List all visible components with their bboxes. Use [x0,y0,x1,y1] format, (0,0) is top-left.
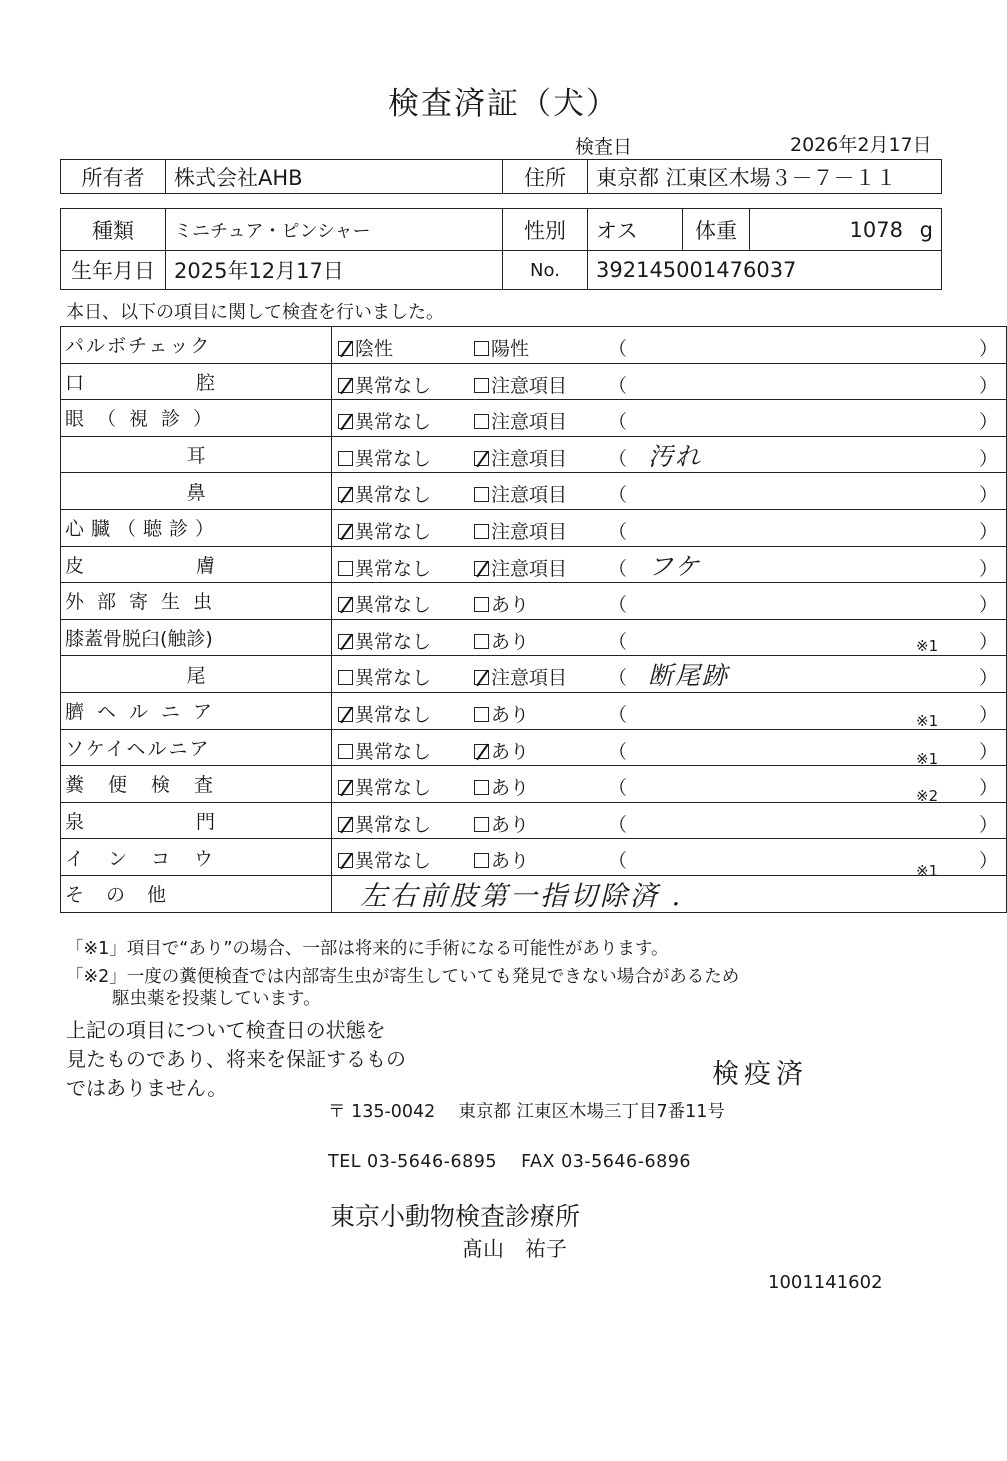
item-label-text: 耳 [186,445,206,468]
option-2-label: あり [491,630,530,653]
inspection-item-label [61,656,332,693]
option-2-label: 陽性 [491,338,530,360]
checkbox-icon[interactable] [338,414,353,429]
option-2[interactable] [474,810,529,837]
paren-close: ） [978,777,998,800]
checkbox-icon[interactable] [338,561,353,576]
option-1-label: 異常なし [355,374,432,397]
inspection-row [61,473,1007,510]
footnote-1: 「※1」項目で“あり”の場合、一部は将来的に手術になる可能性があります。 [66,939,669,959]
paren-open: （ [608,374,628,397]
handwritten-note: フケ [648,551,702,581]
handwritten-note: 断尾跡 [648,661,730,691]
inspection-row [61,802,1007,839]
option-1-label: 異常なし [355,667,432,690]
statement-line: ではありません。 [66,1076,228,1100]
quarantine-stamp: 検疫済 [712,1059,808,1090]
option-1[interactable] [338,480,431,507]
paren-close: ） [978,447,998,470]
inspection-item-result [332,766,1007,806]
checkbox-icon[interactable] [474,561,489,576]
inspection-row [61,692,1007,729]
no-value: 392145001476037 [588,251,942,290]
clinic-phone-fax: TEL 03-5646-6895 FAX 03-5646-6896 [328,1152,692,1172]
paren-close: ） [978,740,998,763]
option-2[interactable] [474,334,529,361]
dob-value: 2025年12月17日 [166,251,503,290]
paren-close: ） [978,850,998,873]
option-1-label: 異常なし [355,447,432,470]
item-label-text: 皮膚 [65,554,328,577]
other-label: その他 [61,875,332,912]
paren-close: ） [978,667,998,690]
item-label-text: 口腔 [65,371,328,394]
inspection-item-label [61,546,332,583]
handwritten-note: 汚れ [648,441,703,471]
row-footnote-mark: ※1 [916,862,939,881]
inspection-item-result [332,436,1007,473]
inspection-item-result [332,729,1007,766]
paren-close: ） [978,630,998,653]
row-footnote-mark: ※2 [916,787,939,806]
sex-value: オス [588,209,683,251]
option-1-label: 異常なし [355,703,432,726]
inspection-item-label [61,363,332,400]
checkbox-icon[interactable] [474,487,489,502]
option-2[interactable] [474,444,567,471]
checkbox-icon[interactable] [338,341,353,356]
option-1[interactable] [338,554,431,581]
inspection-row [61,729,1007,766]
inspection-item-result [332,692,1007,729]
checkbox-icon[interactable] [474,378,489,393]
inspection-row [61,363,1007,400]
other-body [332,875,1007,912]
inspection-item-label [61,692,332,729]
option-1-label: 異常なし [355,850,432,873]
owner-value: 株式会社AHB [166,160,503,194]
paren-open: （ [608,703,628,726]
paren-close: ） [978,484,998,507]
option-1-label: 異常なし [355,740,432,763]
inspection-row [61,546,1007,583]
inspection-item-label [61,473,332,510]
clinic-address: 〒 135-0042 東京都 江東区木場三丁目7番11号 [328,1102,725,1122]
checkbox-icon[interactable] [338,817,353,832]
option-2-label: 注意項目 [491,557,568,580]
option-1-label: 異常なし [355,484,432,507]
option-2[interactable] [474,517,567,544]
option-2-label: あり [491,850,530,873]
option-2-label: 注意項目 [491,667,568,690]
weight-unit: g [919,217,933,242]
item-label-text: インコウ [65,847,238,870]
option-1-label: 陰性 [355,338,394,360]
checkbox-icon[interactable] [474,817,489,832]
item-label-text: 糞便検査 [65,774,238,797]
paren-open: （ [608,557,628,580]
checkbox-icon[interactable] [474,597,489,612]
checkbox-icon[interactable] [474,341,489,356]
row-footnote-mark: ※1 [916,636,939,655]
item-label-text: 臍ヘルニア [65,701,226,724]
paren-close: ） [978,411,998,434]
option-1-label: 異常なし [355,557,432,580]
inspection-row [61,509,1007,546]
inspection-item-label [61,436,332,473]
checkbox-icon[interactable] [338,780,353,795]
option-2[interactable] [474,480,567,507]
intro-text: 本日、以下の項目に関して検査を行いました。 [66,302,444,323]
option-1-label: 異常なし [355,520,432,543]
inspection-item-label [61,327,332,364]
clinic-name: 東京小動物検査診療所 [330,1202,581,1231]
option-1[interactable] [338,846,431,873]
checkbox-icon[interactable] [338,597,353,612]
inspection-item-label [61,509,332,546]
exam-date-label: 検査日 [575,136,633,158]
checkbox-icon[interactable] [338,853,353,868]
paren-open: （ [608,447,628,470]
inspection-item-label [61,839,332,876]
inspection-item-result [332,400,1007,437]
option-2[interactable] [474,846,529,873]
inspection-item-label [61,729,332,766]
no-label: No. [503,251,588,290]
option-1-label: 異常なし [355,594,432,617]
breed-label: 種類 [61,209,166,251]
option-2[interactable] [474,554,567,581]
checkbox-icon[interactable] [338,707,353,722]
checkbox-icon[interactable] [338,524,353,539]
item-label-text: 泉門 [65,811,328,834]
option-1[interactable] [338,590,431,617]
inspection-item-result [332,327,1007,364]
inspection-item-result [332,363,1007,400]
serial-number: 1001141602 [768,1272,883,1293]
dob-label: 生年月日 [61,251,166,290]
option-2[interactable] [474,773,529,800]
row-footnote-mark: ※1 [916,749,939,768]
paren-close: ） [978,520,998,543]
weight-value: 1078 [849,217,903,242]
option-2[interactable] [474,737,529,764]
doctor-name: 髙山 祐子 [462,1237,567,1261]
inspection-item-result [332,473,1007,510]
option-1-label: 異常なし [355,777,432,800]
paren-open: （ [608,813,628,836]
inspection-item-label [61,766,332,803]
paren-open: （ [608,777,628,800]
option-1[interactable] [338,627,431,654]
paren-open: （ [608,520,628,543]
item-label-text: 眼（視診） [65,408,226,431]
inspection-item-label [61,400,332,437]
checkbox-icon[interactable] [474,780,489,795]
checkbox-icon[interactable] [474,634,489,649]
option-1[interactable] [338,663,431,690]
checkbox-icon[interactable] [474,414,489,429]
statement-line: 見たものであり、将来を保証するもの [66,1047,406,1071]
option-1[interactable] [338,371,431,398]
paren-open: （ [608,594,628,617]
statement-line: 上記の項目について検査日の状態を [66,1018,386,1042]
paren-open: （ [608,630,628,653]
paren-close: ） [978,557,998,580]
sex-label: 性別 [503,209,588,251]
address-label: 住所 [503,160,588,194]
paren-open: （ [608,667,628,690]
checkbox-icon[interactable] [474,451,489,466]
inspection-item-label [61,802,332,839]
item-label-text: 膝蓋骨脱臼(触診) [65,628,213,651]
option-1[interactable] [338,444,431,471]
option-2-label: あり [491,740,530,763]
option-2-label: 注意項目 [491,374,568,397]
option-1-label: 異常なし [355,411,432,434]
inspection-item-result [332,509,1007,546]
breed-value: ミニチュア・ピンシャー [166,209,503,251]
paren-open: （ [608,740,628,763]
checkbox-icon[interactable] [338,744,353,759]
document-title: 検査済証（犬） [388,86,619,122]
weight-cell [750,209,942,251]
row-footnote-mark: ※1 [916,712,939,730]
exam-date-value: 2026年2月17日 [790,134,932,156]
item-label-text: 鼻 [186,481,206,504]
checkbox-icon[interactable] [338,378,353,393]
checkbox-icon[interactable] [474,744,489,759]
weight-label: 体重 [683,209,750,251]
checkbox-icon[interactable] [474,524,489,539]
inspection-item-label [61,583,332,620]
inspection-row [61,766,1007,803]
address-value: 東京都 江東区木場３－７－１１ [588,160,942,194]
item-label-text: ソケイヘルニア [65,737,211,760]
checkbox-icon[interactable] [338,670,353,685]
option-1-label: 異常なし [355,813,432,836]
checkbox-icon[interactable] [474,707,489,722]
inspection-item-result [332,546,1007,583]
item-label-text: 心臓（聴診） [65,518,222,541]
paren-close: ） [978,703,998,726]
inspection-row [61,583,1007,620]
option-1[interactable] [338,773,431,800]
paren-open: （ [608,484,628,507]
option-1-label: 異常なし [355,630,432,653]
inspection-row [61,839,1007,876]
option-1[interactable] [338,810,431,837]
paren-open: （ [608,338,628,360]
inspection-row [61,400,1007,437]
owner-label: 所有者 [61,160,166,194]
pet-table [60,208,942,290]
inspection-table [60,326,1007,913]
option-2-label: あり [491,813,530,836]
paren-close: ） [978,338,998,360]
option-2-label: 注意項目 [491,520,568,543]
option-2[interactable] [474,700,529,727]
statement [66,1016,406,1103]
option-2[interactable] [474,627,529,654]
option-2-label: 注意項目 [491,447,568,470]
inspection-item-result [332,619,1007,656]
inspection-row [61,327,1007,364]
option-2-label: あり [491,703,530,726]
option-2[interactable] [474,371,567,398]
inspection-item-result [332,656,1007,693]
checkbox-icon[interactable] [338,487,353,502]
inspection-row [61,436,1007,473]
checkbox-icon[interactable] [474,670,489,685]
inspection-item-label [61,619,332,656]
paren-open: （ [608,411,628,434]
footnote-2-line1: 「※2」一度の糞便検査では内部寄生虫が寄生していても発見できない場合があるため [66,967,740,987]
option-1[interactable] [338,407,431,434]
option-2[interactable] [474,590,529,617]
option-2-label: 注意項目 [491,484,568,507]
paren-close: ） [978,374,998,397]
option-2-label: あり [491,594,530,617]
checkbox-icon[interactable] [338,634,353,649]
item-label-text: 尾 [186,664,206,687]
option-1[interactable] [338,334,393,361]
paren-close: ） [978,594,998,617]
option-1[interactable] [338,737,431,764]
footnote-2-line2: 駆虫薬を投薬しています。 [112,989,321,1009]
option-2[interactable] [474,407,567,434]
option-1[interactable] [338,700,431,727]
inspection-item-result [332,802,1007,839]
checkbox-icon[interactable] [474,853,489,868]
other-handwritten: 左右前肢第一指切除済 . [360,880,684,912]
paren-open: （ [608,850,628,873]
option-2-label: あり [491,777,530,800]
item-label-text: パルボチェック [65,335,212,358]
inspection-row [61,619,1007,656]
inspection-item-result [332,839,1007,876]
option-2-label: 注意項目 [491,411,568,434]
checkbox-icon[interactable] [338,451,353,466]
item-label-text: 外部寄生虫 [65,591,226,614]
option-1[interactable] [338,517,431,544]
paren-close: ） [978,813,998,836]
option-2[interactable] [474,663,567,690]
inspection-row [61,656,1007,693]
inspection-item-result [332,583,1007,620]
owner-table [60,159,942,194]
